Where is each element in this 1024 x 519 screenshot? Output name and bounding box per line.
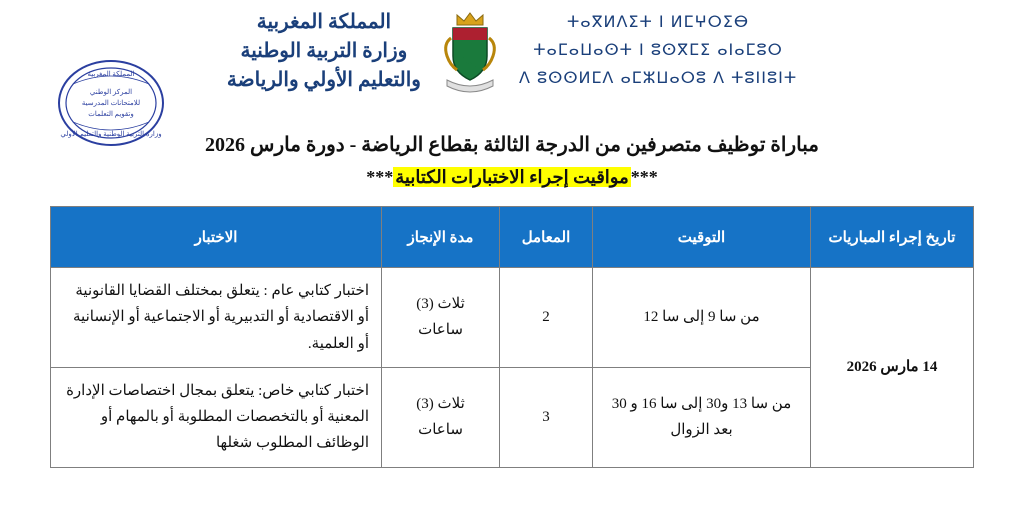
svg-text:المملكة المغربية: المملكة المغربية (87, 70, 135, 78)
page-title: مباراة توظيف متصرفين من الدرجة الثالثة بقطاع الرياضة - دورة مارس 2026 (205, 134, 819, 156)
cell-coefficient-2: 3 (500, 367, 593, 467)
svg-text:وزارة التربية الوطنية والتعليم: وزارة التربية الوطنية والتعليم الأولي (60, 130, 162, 138)
exam-schedule-table-wrapper (50, 206, 974, 468)
tifinagh-ministry-name (519, 8, 797, 92)
table-header-row (51, 207, 974, 268)
cell-time-2: من سا 13 و30 إلى سا 16 و 30 بعد الزوال (593, 367, 811, 467)
ministry-line-1: المملكة المغربية (256, 11, 392, 33)
tifinagh-line-3: ⴷ ⵓⵙⵙⵍⵎⴷ ⴰⵎⵣⵡⴰⵔⵓ ⴷ ⵜⵓⵏⵏⵓⵏⵜ (518, 68, 798, 87)
cell-duration-1: ثلاث (3) ساعات (382, 268, 500, 368)
tifinagh-line-2: ⵜⴰⵎⴰⵡⴰⵙⵜ ⵏ ⵓⵙⴳⵎⵉ ⴰⵏⴰⵎⵓⵔ (533, 40, 783, 59)
ministry-line-3: والتعليم الأولي والرياضة (226, 69, 421, 91)
column-header-date: تاريخ إجراء المباريات (811, 207, 974, 268)
subtitle-suffix: *** (366, 167, 394, 187)
cell-exam-description-1: اختبار كتابي عام : يتعلق بمختلف القضايا القانونية أو الاقتصادية أو التدبيرية أو الاجتماعية أو الإنسانية أو العلمية. (51, 268, 382, 368)
subtitle-highlight: مواقيت إجراء الاختبارات الكتابية (395, 167, 629, 187)
document-header (0, 0, 1024, 138)
cell-coefficient-1: 2 (500, 268, 593, 368)
column-header-coefficient: المعامل (500, 207, 593, 268)
column-header-exam: الاختبار (51, 207, 382, 268)
subtitle-prefix: *** (630, 167, 658, 187)
column-header-time: التوقيت (593, 207, 811, 268)
svg-text:للامتحانات المدرسية: للامتحانات المدرسية (81, 99, 141, 107)
column-header-duration: مدة الإنجاز (382, 207, 500, 268)
cell-exam-date: 14 مارس 2026 (811, 268, 974, 468)
cell-exam-description-2: اختبار كتابي خاص: يتعلق بمجال اختصاصات الإدارة المعنية أو بالتخصصات المطلوبة أو بالمهام أو الوظائف المطلوب شغلها (51, 367, 382, 467)
exam-schedule-table (50, 206, 974, 468)
svg-text:المركز الوطني: المركز الوطني (89, 88, 133, 96)
subtitle-row (0, 167, 1024, 188)
tifinagh-line-1: ⵜⴰⴳⵍⴷⵉⵜ ⵏ ⵍⵎⵖⵔⵉⴱ (566, 12, 750, 31)
cell-time-1: من سا 9 إلى سا 12 (593, 268, 811, 368)
svg-text:وتقويم التعلمات: وتقويم التعلمات (88, 110, 134, 118)
cell-duration-2: ثلاث (3) ساعات (382, 367, 500, 467)
ministry-name-arabic (227, 8, 421, 95)
morocco-coat-of-arms-icon (439, 10, 501, 96)
table-row (51, 268, 974, 368)
official-stamp (55, 58, 167, 148)
ministry-line-2: وزارة التربية الوطنية (240, 40, 408, 62)
